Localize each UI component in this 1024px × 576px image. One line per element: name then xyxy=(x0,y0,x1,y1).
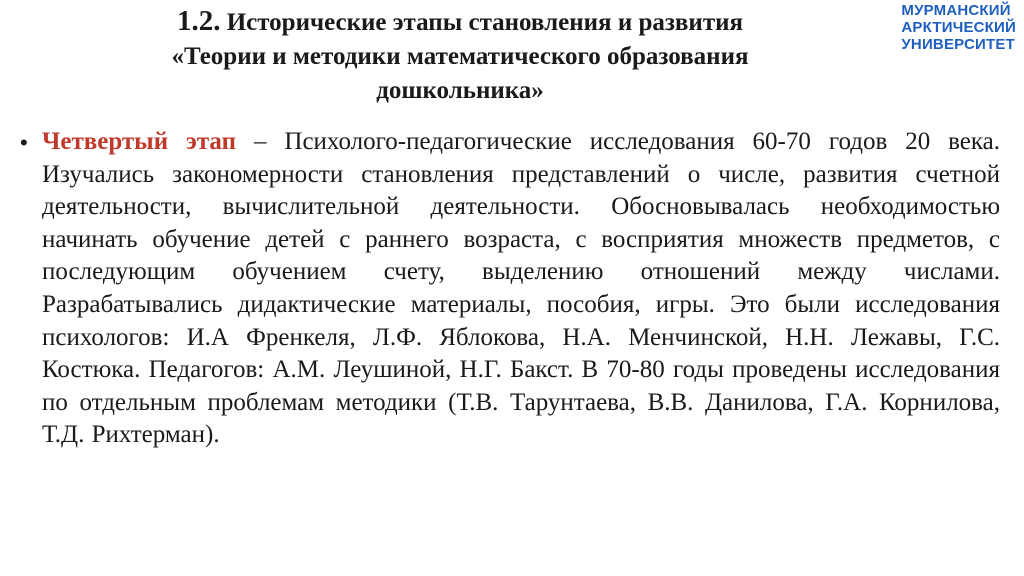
content-body xyxy=(20,126,1000,452)
page-title xyxy=(40,4,880,108)
logo-line-1: МУРМАНСКИЙ xyxy=(901,2,1011,19)
logo-line-2: АРКТИЧЕСКИЙ xyxy=(901,19,1016,36)
paragraph xyxy=(42,126,1000,452)
title-line-2: «Теории и методики математического образования xyxy=(171,43,749,70)
title-line-1-text: Исторические этапы становления и развития xyxy=(226,9,744,36)
title-line-3: дошкольника» xyxy=(376,77,544,104)
title-number: 1.2. xyxy=(176,5,221,37)
bullet-icon: • xyxy=(20,130,28,155)
university-logo xyxy=(901,2,1016,53)
paragraph-text: – Психолого-педагогические исследования 60-70 годов 20 века. Изучались закономерности становления представлений о числе, развития счетной деятельности, вычислительной деятельности. Обосновывалась необходимостью начинать обучение детей с раннего возраста, с восприятия множеств предметов, с последующим обучением счету, выделению отношений между числами. Разрабатывались дидактические материалы, пособия, игры. Это были исследования психологов: И.А Френкеля, Л.Ф. Яблокова, Н.А. Менчинской, Н.Н. Лежавы, Г.С. Костюка. Педагогов: А.М. Леушиной, Н.Г. Бакст. В 70-80 годы проведены исследования по отдельным проблемам методики (Т.В. Тарунтаева, В.В. Данилова, Г.А. Корнилова, Т.Д. Рихтерман). xyxy=(42,128,1001,449)
list-item xyxy=(20,126,1000,452)
logo-line-3: УНИВЕРСИТЕТ xyxy=(901,36,1015,53)
title-line-1 xyxy=(40,4,880,40)
highlight-term: Четвертый этап xyxy=(42,128,237,155)
